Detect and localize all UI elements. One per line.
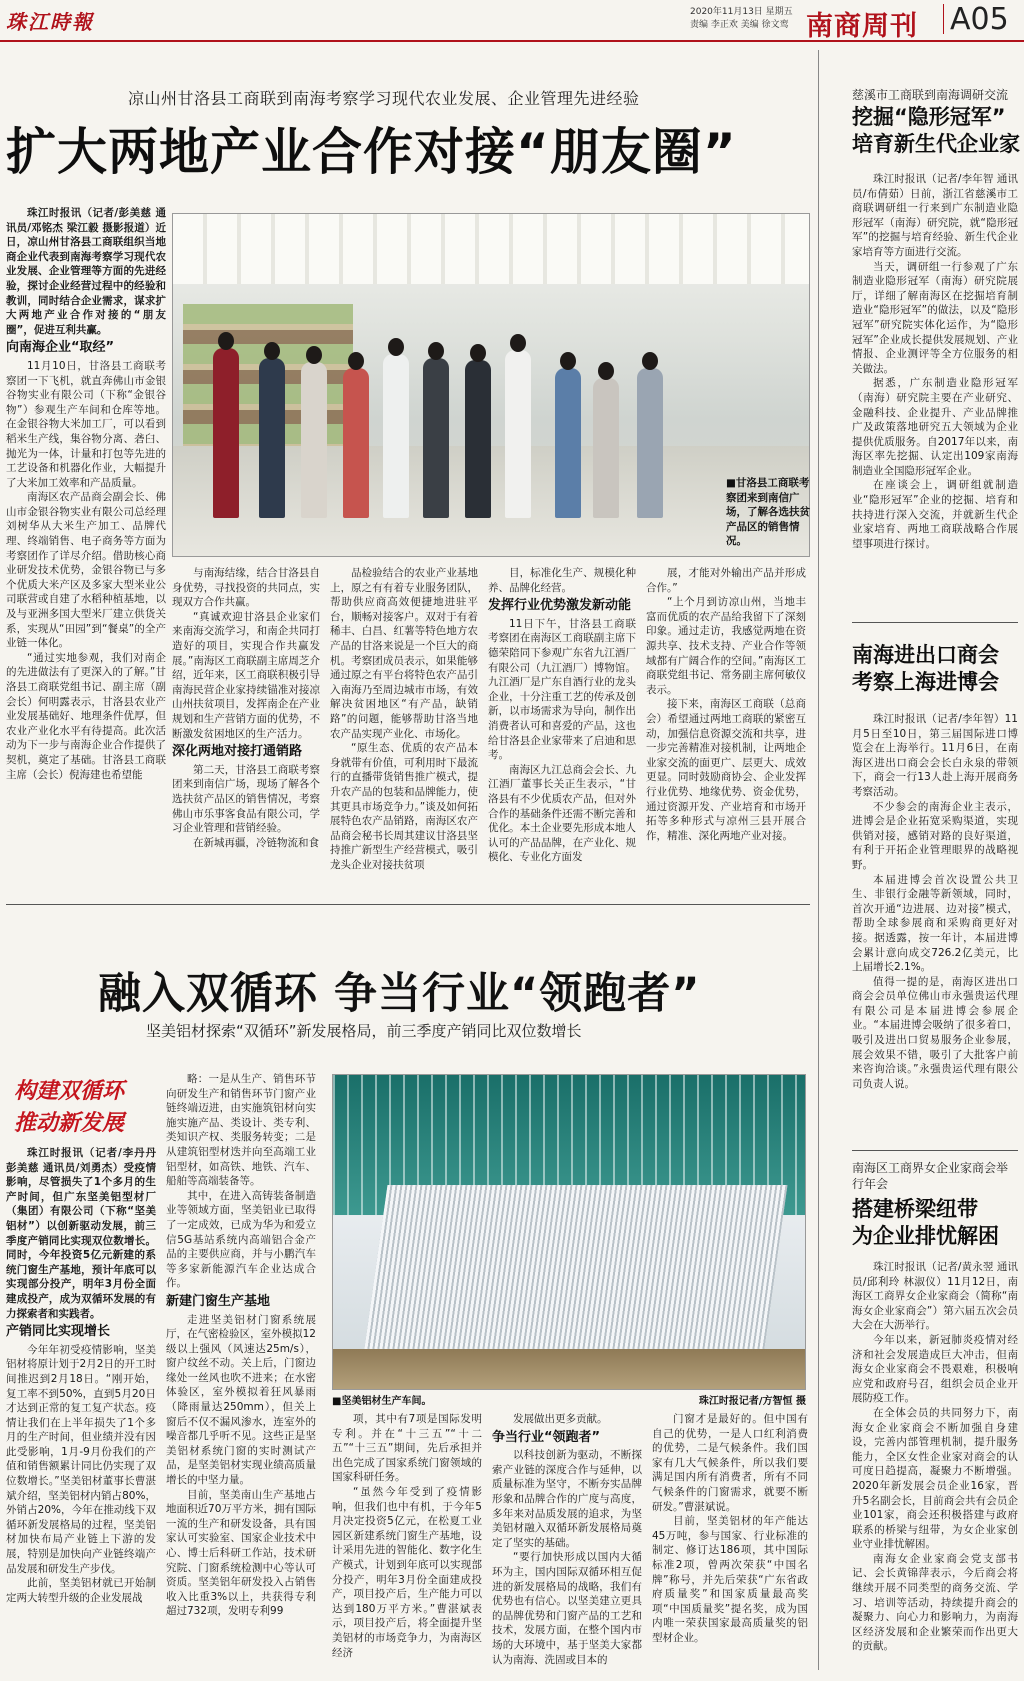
caption-text: ■坚美铝材生产车间。 xyxy=(332,1396,432,1407)
photo-person-head xyxy=(510,334,526,352)
headline-line: 南海进出口商会 xyxy=(852,643,999,667)
section-title: 南商周刊 xyxy=(806,11,918,42)
story1-photo xyxy=(172,213,810,557)
story1-column-4 xyxy=(488,566,636,896)
paragraph: 目，标准化生产、规模化种养、品牌化经营。 xyxy=(488,567,636,594)
sidebar1-body xyxy=(852,172,1018,612)
story1-subhead-3: 发挥行业优势激发新动能 xyxy=(488,598,632,614)
headline-line: 考察上海进博会 xyxy=(852,670,999,694)
story1-column-3 xyxy=(330,566,478,896)
paragraph: 值得一提的是，南海区进出口商会会员单位佛山市永强贵运代理有限公司是本届进博会参展企业。“本届进博会吸纳了很多着口，吸引及进出口贸易服务企业参展，展会效果不错，吸引了大批客户前来咨询洽谈。”永强贵运代理有限公司负责人说。 xyxy=(852,975,1018,1090)
photo-base xyxy=(333,1349,805,1389)
section-divider xyxy=(852,1150,1018,1151)
paragraph: 本届进博会首次设置公共卫生、非银行金融等新领域，同时，首次开通“边进展、边对接”模式，帮助全球参展商和采购商更好对接。据透露，按一年计，本届进博会累计意向成交726.2亿美元，比上届增长2.1%。 xyxy=(852,873,1018,974)
paragraph: 南海区九江总商会会长、九江酒厂董事长关正生表示，“甘洛县有不少优质农产品，但对外合作的基础条件还需不断完善和优化。本土企业要先形成本地人认可的产品品牌，在产业化、规模化、专业化方面发 xyxy=(488,763,636,864)
photo-person xyxy=(213,348,239,518)
section-divider xyxy=(852,622,1018,623)
paragraph: 略：一是从生产、销售环节向研发生产和销售环节门窗产业链终端迈进，由实施筑铝材向实施实施产品、类设计、类专利、类知识产权、类服务转变；二是从建筑铝型材迭并向至高端工业铝型材，如高铁、地铁、汽车、船舶等高端装备等。 xyxy=(166,1073,316,1188)
paragraph: 第二天，甘洛县工商联考察团来到南信广场，现场了解各个选扶贫产品区的销售情况，考察佛山市乐事客食品有限公司，学习企业管理和营销经验。 xyxy=(172,763,320,835)
sidebar3-headline xyxy=(852,1196,999,1250)
story2-subtitle: 坚美铝材探索“双循环”新发展格局，前三季度产销同比双位数增长 xyxy=(146,1022,582,1040)
paragraph: 据悉，广东制造业隐形冠军（南海）研究院主要在产业研究、金融科技、企业提升、产业品牌推广及政策落地研究五大领域为企业提供优质服务。自2017年以来，南海区率先挖掘、认定出109家南海制造业全国隐形冠军企业。 xyxy=(852,377,1018,477)
paragraph: “虽然今年受到了疫情影响，但我们也中有机，于今年5月决定投资5亿元，在松夏工业园区新建系统门窗生产基地，设计采用先进的智能化、数字化生产模式，计划到年底可以实现部分投产，明年3月份全面建成投产，项目投产后，生产能力可以达到180万平方米。”曹湛斌表示，项目投产后，将全面提升坚美铝材的市场竞争力，为南海区经济 xyxy=(332,1485,482,1659)
paragraph: 项，其中有7项是国际发明专利。并在“十三五”“十二五”“十三五”期间，先后承担并出色完成了国家系统门窗领域的国家科研任务。 xyxy=(332,1413,482,1484)
story1-subhead-1: 向南海企业“取经” xyxy=(6,340,115,356)
sidebar2-body xyxy=(852,712,1018,1142)
photo-person-head xyxy=(560,352,576,370)
photo-ceiling xyxy=(173,214,809,284)
story2-column-2 xyxy=(166,1072,316,1676)
photo-person-head xyxy=(388,338,404,356)
story2-column-3 xyxy=(332,1412,482,1676)
paragraph: 目前，坚美南山生产基地占地面积近70万平方米，拥有国际一流的生产和研发设备，具有国家认可实验室、国家企业技术中心、博士后科研工作站，技术研究院、门窗系统检测中心等认可资质。坚美铝年研发投入占销售收入比重3%以上，共获得专利超过732项，发明专利99 xyxy=(166,1488,316,1618)
sidebar1-kicker: 慈溪市工商联到南海调研交流 xyxy=(852,88,1009,102)
date-editor-info xyxy=(690,6,793,32)
column-divider xyxy=(818,50,819,1670)
paragraph: 在全体会员的共同努力下，南海女企业家商会不断加强自身建设，完善内部管理机制，提升服务能力，全区女性企业家对商会的认可度日趋提高，凝聚力不断增强。2020年新发展会员企业16家，晋升5名副会长，目前商会共有会员企业101家，商会还积极搭建与政府联系的桥梁与纽带，为女企业家创业守业排忧解困。 xyxy=(852,1406,1018,1551)
divider xyxy=(943,4,944,34)
story1-column-2 xyxy=(172,566,320,896)
paragraph: 展，才能对外输出产品并形成合作。” xyxy=(646,567,806,594)
story2-subhead-1: 产销同比实现增长 xyxy=(6,1324,111,1340)
headline-line: 挖掘“隐形冠军” xyxy=(852,105,1006,129)
story1-headline: 扩大两地产业合作对接“朋友圈” xyxy=(6,123,737,181)
paragraph: “真诚欢迎甘洛县企业家们来南海交流学习，和南企共同打造好的项目，实现合作共赢发展。”南海区工商联副主席周芝介绍，近年来，区工商联积极引导南海民营企业家持续锚准对接凉山州扶贫项目，发挥南企在产业规划和生产营销方面的优势，不断激发贫困地区的生产活力。 xyxy=(172,610,320,740)
story2-subhead-2: 新建门窗生产基地 xyxy=(166,1293,271,1309)
sidebar3-kicker: 南海区工商界女企业家商会举行年会 xyxy=(852,1161,1009,1191)
photo-person-head xyxy=(598,362,614,380)
date-line: 2020年11月13日 星期五 xyxy=(690,7,793,17)
paragraph: 与南海结缘，结合甘洛县自身优势，寻找投资的共同点，实现双方合作共赢。 xyxy=(172,567,320,609)
paragraph: “原生态、优质的农产品本身就带有价值，可利用时下最流行的直播带货销售推广模式，提升农产品的包装和品牌能力，使其更具市场竞争力。”谈及如何拓展特色农产品销路，南海区农产品商会秘书长周其建议甘洛县坚持推广新型生产经营模式，吸引龙头企业对接扶贫项 xyxy=(330,742,478,871)
paragraph: 走进坚美铝材门窗系统展厅，在气密检验区，室外模拟12级以上强风（风速达25m/s），窗户纹丝不动。关上后，门窗边缘处一丝风也吹不进来；在水密体验区，室外模拟着狂风暴雨（降雨量达250mm），但关上窗后不仅不漏风渗水，连室外的噪音都几乎听不见。这些正是坚美铝材系统门窗的实时测试产品，是坚美铝材实现业绩高质量增长的中坚力量。 xyxy=(166,1313,316,1487)
photo-person xyxy=(593,378,619,518)
masthead xyxy=(0,0,1024,42)
sidebar2-headline xyxy=(852,642,999,696)
story2-column-4 xyxy=(492,1412,642,1676)
paragraph: 目前，坚美铝材的年产能达45万吨，参与国家、行业标准的制定、修订达186项，其中国际标准2项，曾两次荣获“中国名牌”称号，并先后荣获“广东省政府质量奖”和国家质量最高奖项“中国质量奖”提名奖，成为国内唯一荣获国家最高质量奖的铝型材企业。 xyxy=(652,1515,808,1644)
story1-subhead-2: 深化两地对接打通销路 xyxy=(172,744,303,760)
headline-line: 为企业排忧解困 xyxy=(852,1224,999,1248)
paragraph: 珠江时报讯（记者/黄永翌 通讯员/邱利玲 林淑仪）11月12日，南海区工商界女企业家商会（简称“南海女企业家商会”）第六届五次会员大会在大沥举行。 xyxy=(852,1261,1018,1332)
page-number: A05 xyxy=(950,2,1009,37)
headline-line: 培育新生代企业家 xyxy=(852,132,1020,156)
story2-headline: 融入双循环 争当行业“领跑者” xyxy=(98,969,701,1019)
story1-column-5 xyxy=(646,566,806,896)
photo-person-head xyxy=(428,342,444,360)
photo-credit: 珠江时报记者/方智恒 摄 xyxy=(698,1396,806,1407)
paragraph: 今年年初受疫情影响，坚美铝材将原计划于2月2日的开工时间推迟到2月18日。“刚开始，复工率不到50%，直到5月20日才达到正常的复工复产状态。疫情让我们在上半年损失了1个多月的生产时间，但业绩并没有因此受影响，1月-9月份我们的产值和销售额累计同比仍实现了双位数增长。”坚美铝材董事长曹湛斌介绍，坚美铝材内销占80%，外销占20%，今年在推动线下双循环新发展格局的过程，坚美铝材加快布局产业链上下游的发展，特别是加快向产业链终端产品发展和研发生产步伐。 xyxy=(6,1343,156,1575)
headline-line: 搭建桥梁纽带 xyxy=(852,1197,978,1221)
paragraph: 珠江时报讯（记者/李年智 通讯员/布倩茹）日前，浙江省慈溪市工商联调研组一行来到广东制造业隐形冠军（南海）研究院，就“隐形冠军”的挖掘与培育经验、新生代企业家培育等方面进行交流。 xyxy=(852,173,1018,258)
photo-person-head xyxy=(306,346,322,364)
logo-line-2: 推动新发展 xyxy=(14,1111,125,1136)
paragraph: 珠江时报讯（记者/李年智）11月5日至10日，第三届国际进口博览会在上海举行。11月6日，在南海区进出口商会会长白永泉的带领下，商会一行13人赴上海开展商务考察活动。 xyxy=(852,713,1018,798)
logo-line-1: 构建双循环 xyxy=(14,1079,125,1104)
paragraph: 今年以来，新冠肺炎疫情对经济和社会发展造成巨大冲击，但南海女企业家商会不畏艰难，积极响应党和政府号召，组织会员企业开展防疫工作。 xyxy=(852,1333,1018,1405)
photo-person xyxy=(343,368,369,518)
photo-person xyxy=(383,354,409,518)
paragraph: 11月10日，甘洛县工商联考察团一下飞机，就直奔佛山市金银谷物实业有限公司（下称“金银谷物”）参观生产车间和仓库等地。在金银谷物大米加工厂，可以看到稻米生产线，集谷物分离、砻臼、抛光为一体，计量和打包等先进的工艺设备和机器化作业，大幅提升了大米加工效率和产品质量。 xyxy=(6,359,166,489)
story2-column-1 xyxy=(6,1146,156,1676)
paragraph: 当天，调研组一行参观了广东制造业隐形冠军（南海）研究院展厅，详细了解南海区在挖掘培育制造业“隐形冠军”的做法，以及“隐形冠军”研究院实体化运作，为“隐形冠军”企业成长提供发展规划、产业情报、企业测评等全方位服务的相关做法。 xyxy=(852,260,1018,375)
photo-person-head xyxy=(470,344,486,362)
photo-person xyxy=(465,360,491,518)
paragraph: 接下来，南海区工商联（总商会）希望通过两地工商联的紧密互动，加强信息资源交流和共享，进一步完善精准对接机制，让两地企业家交流的面更广、层更大、成效更显。同时鼓励商协会、企业发挥行业优势、地缘优势、资金优势，通过资源开发、产业培育和市场开拓等多种形式与凉州三县开展合作，精准、深化两地产业对接。 xyxy=(646,698,806,842)
sidebar1-headline xyxy=(852,104,1020,158)
paragraph: “上个月到访凉山州，当地丰富而优质的农产品给我留下了深刻印象。通过走访，我感觉两地在资源共享、技术支持、产业合作等领域都有广阔合作的空间。”南海区工商联党组书记、常务副主席何敏仪表示。 xyxy=(646,596,806,696)
paragraph: 在新城再疆，冷链物流和食 xyxy=(193,836,319,849)
story1-subtitle: 凉山州甘洛县工商联到南海考察学习现代农业发展、企业管理先进经验 xyxy=(128,89,640,108)
paragraph: 南海女企业家商会党支部书记、会长黄锦萍表示，今后商会将继续开展不同类型的商务交流、学习、培训等活动，持续提升商会的凝聚力、向心力和影响力，为南海区经济发展和企业繁荣而作出更大的贡献。 xyxy=(852,1552,1018,1653)
editor-line: 责编 李正欢 美编 徐文鸾 xyxy=(690,20,789,30)
sidebar3-body xyxy=(852,1260,1018,1676)
paragraph: 品检验结合的农业产业基地上，原之有有着专业服务团队，帮助供应商高效便捷地进驻平台，顺畅对接客户。双对于有着稀丰、白昌、红薯等特色地方农产品的甘洛来说是一个巨大的商机。考察团成员表示，如果能够通过原之有平台将特色农产品引入南海乃至周边城市市场，有效解决贫困地区“有产品，缺销路”的问题，能够帮助甘洛当地农产品实现产业化、市场化。 xyxy=(330,567,478,740)
paragraph: 门窗才是最好的。但中国有自己的优势，一是人口红利消费的优势，二是气候条件。我们国家有几大气候条件，所以我们要满足国内所有消费者，所有不同气候条件的门窗需求，就要不断研发。”曹湛斌说。 xyxy=(652,1413,808,1513)
paragraph: “通过实地参观，我们对南企的先进做法有了更深入的了解。”甘洛县工商联党组书记、副主席（副会长）何明露表示，甘洛县农业产业发展基础好、地理条件优厚，但农业产业化水平有待提高。此次活动为下一步与南海企业合作提供了契机，奠定了基础。甘洛县工商联主席（会长）倪海建也希望能 xyxy=(6,651,166,781)
photo-person xyxy=(301,362,327,518)
paragraph: 不少参会的南海企业主表示，进博会是企业拓宽采购渠道，实现供销对接，感销对路的良好渠道，有利于开拓企业管理眼界的战略视野。 xyxy=(852,800,1018,871)
paragraph: 其中，在进入高铸装备制造业等领域方面，坚美铝业已取得了一定成效，已成为华为和爱立信5G基站系统内高端铝合金产品的主要供应商，并与小鹏汽车等多家新能源汽车企业达成合作。 xyxy=(166,1189,316,1290)
newspaper-name: 珠江時報 xyxy=(6,10,94,34)
photo-person xyxy=(259,358,285,518)
story2-subhead-3: 争当行业“领跑者” xyxy=(492,1429,601,1445)
story2-photo xyxy=(332,1074,806,1390)
paragraph: 南海区农产品商会副会长、佛山市金银谷物实业有限公司总经理刘树华从大米生产加工、品牌代理、终端销售、电子商务等方面为考察团作了详尽介绍。借助核心商业研发技术优势，金银谷物已与多个优质大米产区及多家大型米业公司联营或自建了水稻种植基地，以及与亚洲多国大型米厂建立供货关系，实现从“田园”到“餐桌”的全产业链一体化。 xyxy=(6,491,166,650)
story1-column-1 xyxy=(6,206,166,896)
paragraph: 发展做出更多贡献。 xyxy=(513,1413,608,1425)
story2-column-5 xyxy=(652,1412,808,1676)
photo-person xyxy=(637,368,663,518)
campaign-logo xyxy=(10,1074,160,1142)
photo-person-head xyxy=(642,352,658,370)
photo-person-head xyxy=(218,332,234,350)
photo-person xyxy=(423,358,449,518)
paragraph: 此前，坚美铝材就已开始制定两大转型升级的企业发展战 xyxy=(6,1577,156,1604)
paragraph: “要行加快形成以国内大循环为主，国内国际双循环相互促进的新发展格局的战略，我们有优势也有信心。以坚美建立更具的品牌优势和门窗产品的工艺和技术，发展方面，在整个国内市场的大环境中，基于坚美大家都认为南海、洗固或目本的 xyxy=(492,1551,642,1666)
photo-person-head xyxy=(264,342,280,360)
story2-lead: 珠江时报讯（记者/李丹丹 彭美慈 通讯员/刘勇杰）受疫情影响，尽管损失了1个多月的生产时间，但广东坚美铝型材厂（集团）有限公司（下称“坚美铝材”）以创新驱动发展，前三季度产销同比实现双位数增长。同时，今年投资5亿元新建的系统门窗生产基地，预计年底可以实现部分投产，明年3月份全面建成投产，成为双循环发展的有力探索者和实践者。 xyxy=(6,1147,156,1320)
photo-person xyxy=(505,350,531,518)
paragraph: 在座谈会上，调研组就制造业“隐形冠军”企业的挖掘、培育和扶持进行深入交流，并就新生代企业家培育、两地工商联战略合作展望事项进行探讨。 xyxy=(852,479,1018,550)
story2-photo-caption xyxy=(332,1392,806,1407)
section-divider xyxy=(6,904,810,905)
story1-lead: 珠江时报讯（记者/彭美慈 通讯员/邓铭杰 梁江毅 摄影报道）近日，凉山州甘洛县工商联组织当地商企业代表到南海考察学习现代农业发展、企业管理等方面的先进经验，探讨企业经营过程中的经验和教训，同时结合企业需求，谋求扩大两地产业合作对接的“朋友圈”，促进互利共赢。 xyxy=(6,207,166,336)
paragraph: 11日下午，甘洛县工商联考察团在南海区工商联副主席下德荣陪同下参观广东省九江酒厂有限公司（九江酒厂）博物馆。九江酒厂是广东自酒行业的龙头企业，十分注重工艺的传承及创新，以市场需求为导向，制作出消费者认可和喜爱的产品，这也给甘洛县企业家带来了启迪和思考。 xyxy=(488,617,636,762)
story1-photo-caption: ■甘洛县工商联考察团来到南信广场，了解各选扶贫产品区的销售情况。 xyxy=(726,477,810,547)
photo-person-head xyxy=(348,352,364,370)
paragraph: 以科技创新为驱动，不断探索产业链的深度合作与延伸，以质量标准为坚守，不断夯实品牌形象和品牌合作的广度与高度，多年来对品质发展的追求，为坚美铝材融入双循环新发展格局奠定了坚实的基础。 xyxy=(492,1449,642,1549)
photo-person xyxy=(555,368,581,518)
